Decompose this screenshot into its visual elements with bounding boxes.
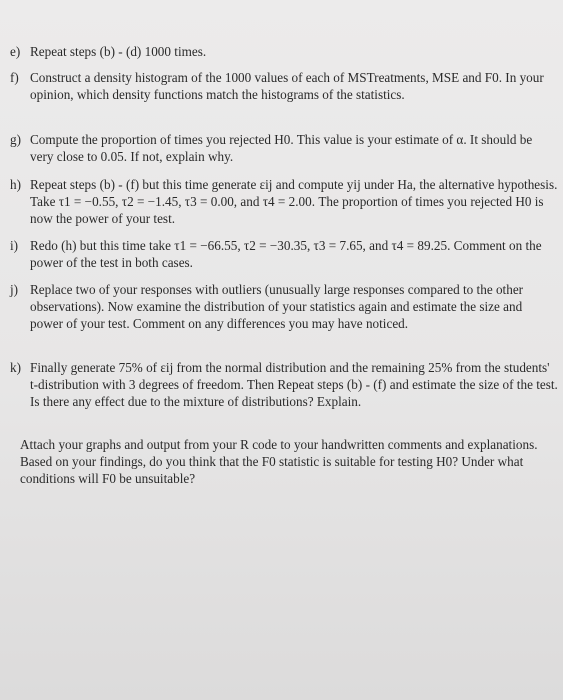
item-j [10,281,558,332]
item-g [10,131,558,165]
item-label: e) [10,44,21,59]
item-label: k) [10,360,21,375]
item-text: Redo (h) but this time take τ1 = −66.55, τ2 = −30.35, τ3 = 7.65, and τ4 = 89.25. Comment on the power of the test in both cases. [30,238,542,270]
item-text: Finally generate 75% of εij from the normal distribution and the remaining 25% from the students' t-distribution with 3 degrees of freedom. Then Repeat steps (b) - (f) and estimate the size of the test. Is there any effect due to the mixture of distributions? Explain. [30,360,558,409]
item-label: j) [10,282,19,297]
item-e [10,43,558,60]
item-text: Compute the proportion of times you rejected H0. This value is your estimate of α. It should be very close to 0.05. If not, explain why. [30,132,533,164]
item-text: Replace two of your responses with outliers (unusually large responses compared to the other observations). Now examine the distribution of your statistics again and estimate the size and power of your test. Comment on any differences you may have noticed. [30,282,524,331]
item-h [10,176,558,227]
closing-instructions: Attach your graphs and output from your R code to your handwritten comments and explanations. Based on your findings, do you think that the F0 statistic is suitable for testing H0? Under what conditions will F0 be unsuitable? [20,437,538,486]
item-text: Construct a density histogram of the 1000 values of each of MSTreatments, MSE and F0. In your opinion, which density functions match the histograms of the statistics. [30,70,544,102]
item-text: Repeat steps (b) - (f) but this time generate εij and compute yij under Ha, the alternative hypothesis. Take τ1 = −0.55, τ2 = −1.45, τ3 = 0.00, and τ4 = 2.00. The proportion of times you rejected H0 is now the power of your test. [30,177,558,226]
item-label: i) [10,238,19,253]
item-label: h) [10,177,21,192]
item-f [10,69,558,103]
item-label: g) [10,132,21,147]
item-i [10,237,558,271]
item-text: Repeat steps (b) - (d) 1000 times. [30,44,207,59]
item-label: f) [10,70,19,85]
item-k [10,359,558,410]
